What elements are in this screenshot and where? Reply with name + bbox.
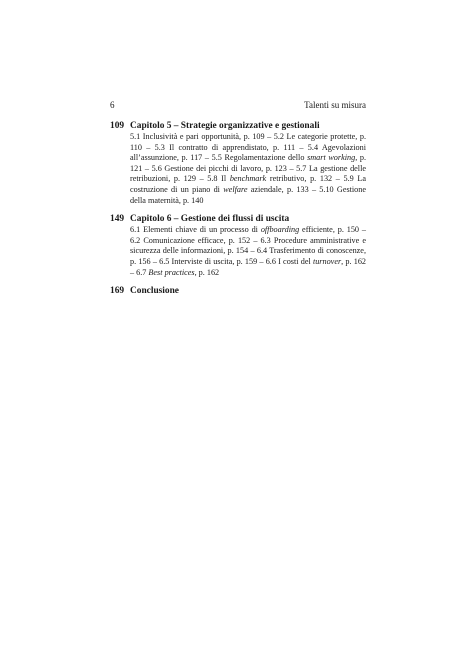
- toc-entry-page: 109: [110, 121, 125, 131]
- toc-entry-description: 6.1 Elementi chiave di un processo di offboarding efficiente, p. 150 – 6.2 Comunicazione efficace, p. 152 – 6.3 Procedure amministrative e sicurezza delle informazioni, p. 154 – 6.4 Trasferimento di conoscenze, p. 156 – 6.5 Interviste di uscita, p. 159 – 6.6 I costi del turnover, p. 162 – 6.7 Best practices, p. 162: [130, 225, 367, 277]
- toc-entry-page: 149: [110, 214, 125, 225]
- page-number: 6: [110, 100, 115, 110]
- toc-entry-page: 169: [110, 286, 125, 297]
- toc-entry-title: Capitolo 6 – Gestione dei flussi di uscita: [130, 214, 290, 225]
- toc-entry: [110, 214, 366, 278]
- toc-entry: [110, 286, 366, 297]
- running-title: Talenti su misura: [304, 100, 366, 110]
- toc-entry-title: Conclusione: [130, 286, 179, 297]
- toc-entry-description: 5.1 Inclusività e pari opportunità, p. 109 – 5.2 Le categorie protette, p. 110 – 5.3 Il contratto di apprendistato, p. 111 – 5.4 Agevolazioni all’assunzione, p. 117 – 5.5 Regolamentazione dello smart working, p. 121 – 5.6 Gestione dei picchi di lavoro, p. 123 – 5.7 La gestione delle retribuzioni, p. 129 – 5.8 Il benchmark retributivo, p. 132 – 5.9 La costruzione di un piano di welfare aziendale, p. 133 – 5.10 Gestione della maternità, p. 140: [130, 132, 367, 205]
- toc-entry: [110, 121, 366, 206]
- toc-entry-title: Capitolo 5 – Strategie organizzative e gestionali: [130, 121, 320, 131]
- table-of-contents: [110, 121, 366, 305]
- running-head: [110, 100, 366, 111]
